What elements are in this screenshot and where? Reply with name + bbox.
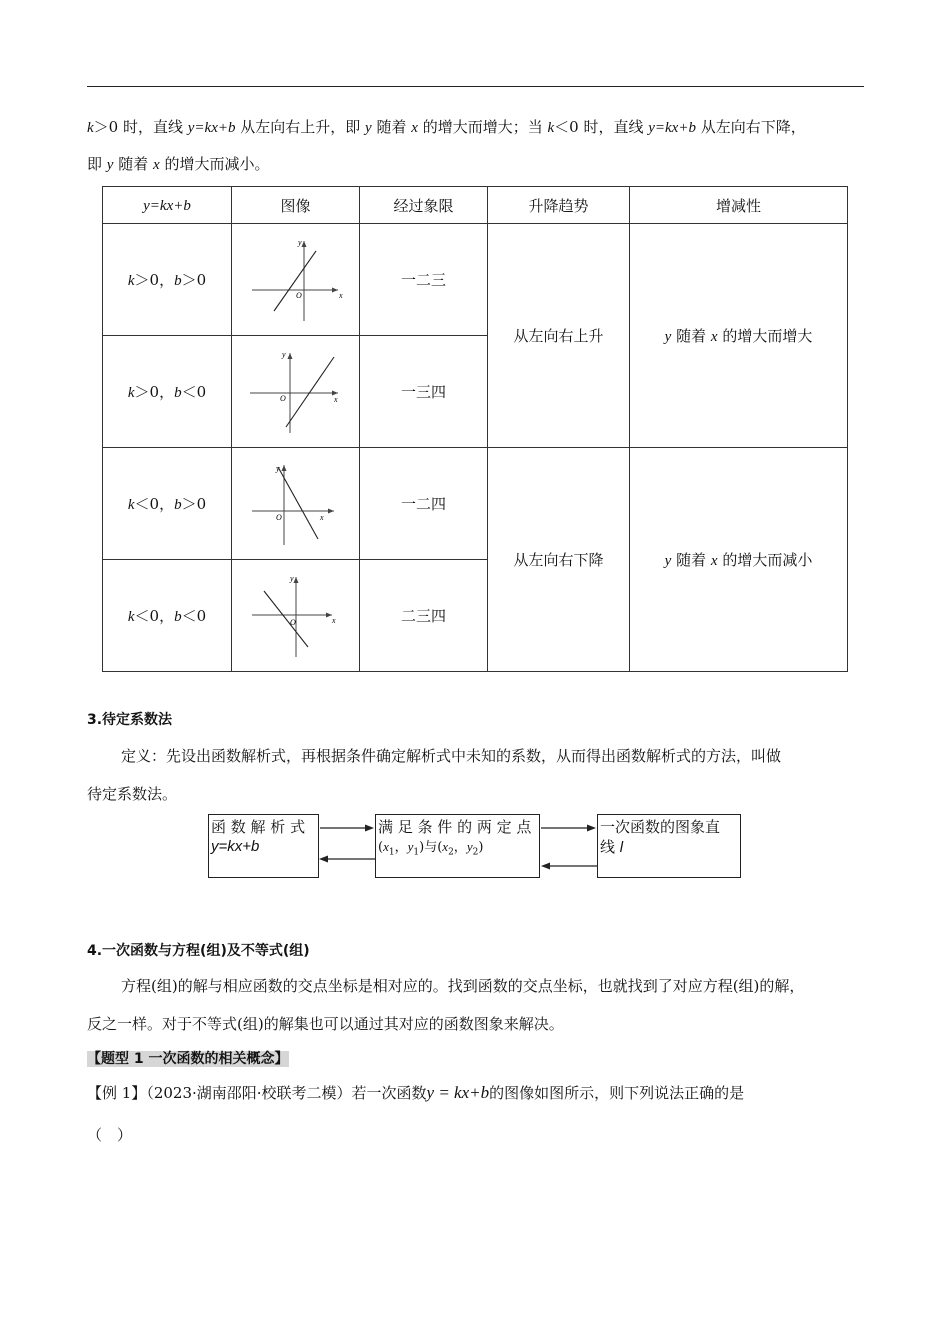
header-quadrants: 经过象限 — [360, 187, 488, 224]
monotonicity-cell-down: y 随着 x 的增大而减小 — [630, 448, 848, 672]
quadrant-cell: 一三四 — [360, 336, 488, 448]
question-type-tag: 【题型 1 一次函数的相关概念】 — [87, 1051, 289, 1067]
section-3-definition-line-1: 定义：先设出函数解析式，再根据条件确定解析式中未知的系数，从而得出函数解析式的方法，叫做 — [121, 747, 782, 765]
trend-cell-down: 从左向右下降 — [488, 448, 630, 672]
quadrant-cell: 二三四 — [360, 560, 488, 672]
y-axis-label: y — [297, 237, 302, 247]
y-axis-label: y — [275, 463, 280, 473]
condition-cell: k＜0，b＞0 — [103, 448, 232, 560]
section-3-definition-line-2: 待定系数法。 — [87, 785, 178, 803]
x-axis-label: x — [331, 615, 336, 625]
intro-line-2: 即 y 随着 x 的增大而减小。 — [87, 155, 270, 173]
header-formula: y=kx+b — [103, 187, 232, 224]
y-axis-label: y — [281, 349, 286, 359]
flow-box-2-line-2: ($x_1$，$y_1$)与($x_2$，$y_2$) — [378, 839, 484, 858]
quadrant-cell: 一二三 — [360, 224, 488, 336]
flow-box-2-line-1: 满 足 条 件 的 两 定 点 — [378, 818, 532, 836]
arrow-left-icon — [319, 856, 328, 863]
example-formula: y = kx+b — [426, 1083, 490, 1102]
origin-label: O — [289, 617, 296, 627]
monotonicity-cell-up: y 随着 x 的增大而增大 — [630, 224, 848, 448]
x-axis-label: x — [333, 394, 338, 404]
example-1-line — [87, 1082, 865, 1104]
origin-label: O — [275, 512, 282, 522]
example-question: 的图像如图所示，则下列说法正确的是 — [489, 1084, 745, 1102]
condition-cell: k＞0，b＜0 — [103, 336, 232, 448]
flow-box-3-line-2: 线 l — [600, 838, 624, 856]
header-trend: 升降趋势 — [488, 187, 630, 224]
quadrant-cell: 一二四 — [360, 448, 488, 560]
condition-cell: k＜0，b＜0 — [103, 560, 232, 672]
trend-cell-up: 从左向右上升 — [488, 224, 630, 448]
flow-box-3-line-1: 一次函数的图象直 — [600, 818, 721, 836]
arrow-right-icon — [365, 825, 374, 832]
intro-line-1: k＞0 时，直线 y=kx+b 从左向右上升，即 y 随着 x 的增大而增大；当 k＜0 时，直线 y=kx+b 从左向右下降， — [87, 118, 806, 136]
condition-cell: k＞0，b＞0 — [103, 224, 232, 336]
flow-box-1-line-2: y=kx+b — [211, 838, 260, 855]
answer-parentheses: （ ） — [87, 1126, 133, 1144]
origin-label: O — [295, 290, 302, 300]
x-axis-label: x — [338, 290, 343, 300]
section-4-line-2: 反之一样。对于不等式(组)的解集也可以通过其对应的函数图象来解决。 — [87, 1015, 564, 1033]
example-label: 【例 1】 — [87, 1084, 147, 1102]
section-4-title: 4.一次函数与方程(组)及不等式(组) — [87, 943, 310, 959]
y-axis-label: y — [289, 573, 294, 583]
arrow-left-icon — [541, 863, 550, 870]
example-source: （2023·湖南邵阳·校联考二模）若一次函数 — [146, 1084, 427, 1102]
header-monotonicity: 增减性 — [630, 187, 848, 224]
section-4-line-1: 方程(组)的解与相应函数的交点坐标是相对应的。找到函数的交点坐标，也就找到了对应方程(组)的解， — [121, 977, 805, 995]
header-graph: 图像 — [232, 187, 360, 224]
x-axis-label: x — [319, 512, 324, 522]
origin-label: O — [279, 393, 286, 403]
flow-box-1-line-1: 函 数 解 析 式 — [211, 818, 306, 836]
section-3-title: 3.待定系数法 — [87, 712, 173, 728]
arrow-right-icon — [587, 825, 596, 832]
